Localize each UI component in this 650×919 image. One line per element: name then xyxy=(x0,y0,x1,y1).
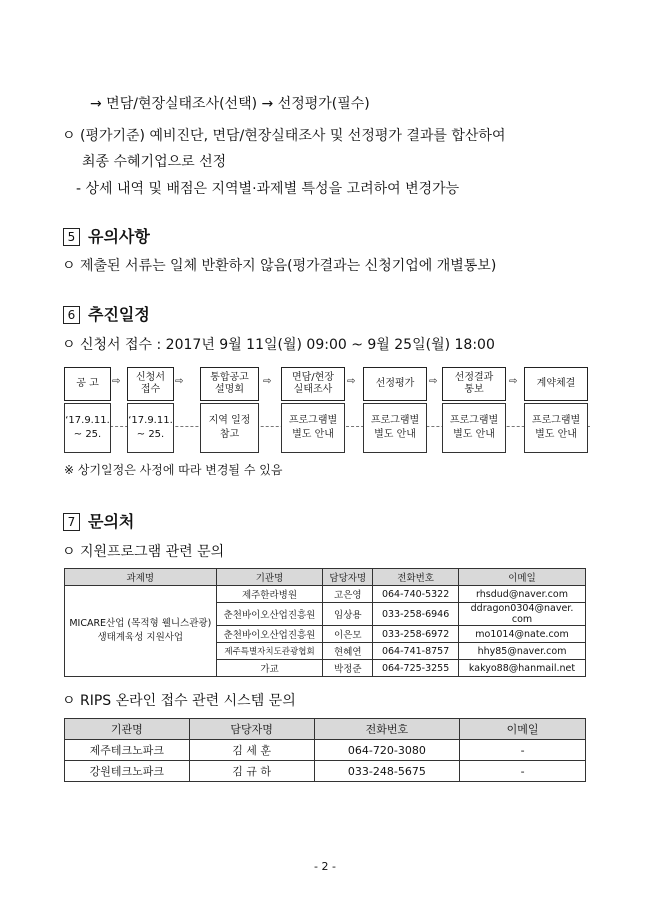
org-cell: 제주한라병원 xyxy=(216,586,323,603)
table-row xyxy=(65,740,586,761)
table-header: 기관명 xyxy=(216,569,323,586)
section-title: 유의사항 xyxy=(88,227,150,246)
email-cell: - xyxy=(460,740,586,761)
section-title: 문의처 xyxy=(88,512,135,531)
email-cell: mo1014@nate.com xyxy=(459,626,586,643)
phone-cell: 033-248-5675 xyxy=(314,761,460,782)
table-header: 담당자명 xyxy=(323,569,373,586)
schedule-note: ※ 상기일정은 사정에 따라 변경될 수 있음 xyxy=(64,463,283,477)
phone-cell: 064-741-8757 xyxy=(373,643,459,660)
section-number: 7 xyxy=(63,513,80,531)
phone-cell: 033-258-6972 xyxy=(373,626,459,643)
flow-arrow-icon: ⇨ xyxy=(175,376,184,387)
table-header: 기관명 xyxy=(65,719,190,740)
flow-arrow-icon: ⇨ xyxy=(347,376,356,387)
contact-name-cell: 이은모 xyxy=(323,626,373,643)
org-cell: 춘천바이오산업진흥원 xyxy=(216,603,323,626)
rips-inquiry-line xyxy=(62,690,296,710)
section-title: 추진일정 xyxy=(88,305,150,324)
flow-step-3-title: 통합공고 설명회 xyxy=(200,367,259,401)
notice-text: 제출된 서류는 일체 반환하지 않음(평가결과는 신청기업에 개별통보) xyxy=(80,258,497,274)
flow-step-4-date: 프로그램별 별도 안내 xyxy=(281,403,345,453)
org-cell: 춘천바이오산업진흥원 xyxy=(216,626,323,643)
section-number: 6 xyxy=(63,306,80,324)
program-name-cell: MICARE산업 (목적형 웰니스관광) 생태계육성 지원사업 xyxy=(65,586,217,677)
program-inquiry-text: 지원프로그램 관련 문의 xyxy=(80,544,225,560)
phone-cell: 033-258-6946 xyxy=(373,603,459,626)
flow-step-7-date: 프로그램별 별도 안내 xyxy=(524,403,588,453)
rips-inquiry-text: RIPS 온라인 접수 관련 시스템 문의 xyxy=(80,693,296,709)
flow-step-3-date: 지역 일정 참고 xyxy=(200,403,259,453)
selection-flow-line: → 면담/현장실태조사(선택) → 선정평가(필수) xyxy=(90,96,370,112)
contact-name-cell: 임상용 xyxy=(323,603,373,626)
table-header: 이메일 xyxy=(459,569,586,586)
bullet-icon: ㅇ xyxy=(62,693,76,709)
table-header: 담당자명 xyxy=(189,719,314,740)
flow-step-5-title: 선정평가 xyxy=(363,367,427,401)
evaluation-criteria-line-2: 최종 수혜기업으로 선정 xyxy=(82,154,227,170)
rips-contact-table xyxy=(64,718,586,782)
flow-step-6-title: 선정결과 통보 xyxy=(442,367,506,401)
program-inquiry-line xyxy=(62,541,224,561)
notice-line xyxy=(62,255,496,275)
flow-step-1-date: ‘17.9.11. ~ 25. xyxy=(64,403,111,453)
section-7-heading xyxy=(63,509,134,532)
flow-step-2-title: 신청서 접수 xyxy=(127,367,174,401)
scoring-note: - 상세 내역 및 배점은 지역별·과제별 특성을 고려하여 변경가능 xyxy=(76,181,460,197)
bullet-icon: ㅇ xyxy=(62,337,76,353)
org-cell: 가교 xyxy=(216,660,323,677)
phone-cell: 064-720-3080 xyxy=(314,740,460,761)
flow-arrow-icon: ⇨ xyxy=(263,376,272,387)
bullet-icon: ㅇ xyxy=(62,258,76,274)
bullet-icon: ㅇ xyxy=(62,544,76,560)
org-cell: 제주테크노파크 xyxy=(65,740,190,761)
table-header: 전화번호 xyxy=(314,719,460,740)
bullet-icon: ㅇ xyxy=(62,128,76,144)
table-row xyxy=(65,586,586,603)
phone-cell: 064-725-3255 xyxy=(373,660,459,677)
contact-name-cell: 박정준 xyxy=(323,660,373,677)
application-period-text: 신청서 접수 : 2017년 9월 11일(월) 09:00 ~ 9월 25일(월) 18:00 xyxy=(80,337,495,353)
flow-arrow-icon: ⇨ xyxy=(112,376,121,387)
email-cell: - xyxy=(460,761,586,782)
flow-step-7-title: 계약체결 xyxy=(524,367,588,401)
org-cell: 강원테크노파크 xyxy=(65,761,190,782)
flow-arrow-icon: ⇨ xyxy=(429,376,438,387)
program-contact-table xyxy=(64,568,586,677)
contact-name-cell: 현혜연 xyxy=(323,643,373,660)
table-header: 과제명 xyxy=(65,569,217,586)
table-header: 전화번호 xyxy=(373,569,459,586)
email-cell: hhy85@naver.com xyxy=(459,643,586,660)
email-cell: ddragon0304@naver. com xyxy=(459,603,586,626)
flow-step-5-date: 프로그램별 별도 안내 xyxy=(363,403,427,453)
section-6-heading xyxy=(63,302,150,325)
section-5-heading xyxy=(63,224,150,247)
email-cell: rhsdud@naver.com xyxy=(459,586,586,603)
contact-name-cell: 김 세 훈 xyxy=(189,740,314,761)
flow-step-2-date: ‘17.9.11. ~ 25. xyxy=(127,403,174,453)
email-cell: kakyo88@hanmail.net xyxy=(459,660,586,677)
contact-name-cell: 김 규 하 xyxy=(189,761,314,782)
flow-step-1-title: 공 고 xyxy=(64,367,111,401)
section-number: 5 xyxy=(63,228,80,246)
contact-name-cell: 고은영 xyxy=(323,586,373,603)
evaluation-criteria-text: (평가기준) 예비진단, 면담/현장실태조사 및 선정평가 결과를 합산하여 xyxy=(80,128,506,144)
table-header: 이메일 xyxy=(460,719,586,740)
evaluation-criteria-line xyxy=(62,125,505,145)
phone-cell: 064-740-5322 xyxy=(373,586,459,603)
application-period-line xyxy=(62,334,495,354)
flow-arrow-icon: ⇨ xyxy=(509,376,518,387)
page-number: - 2 - xyxy=(314,860,336,873)
org-cell: 제주특별자치도관광협회 xyxy=(216,643,323,660)
table-row xyxy=(65,761,586,782)
flow-step-6-date: 프로그램별 별도 안내 xyxy=(442,403,506,453)
flow-step-4-title: 면담/현장 실태조사 xyxy=(281,367,345,401)
